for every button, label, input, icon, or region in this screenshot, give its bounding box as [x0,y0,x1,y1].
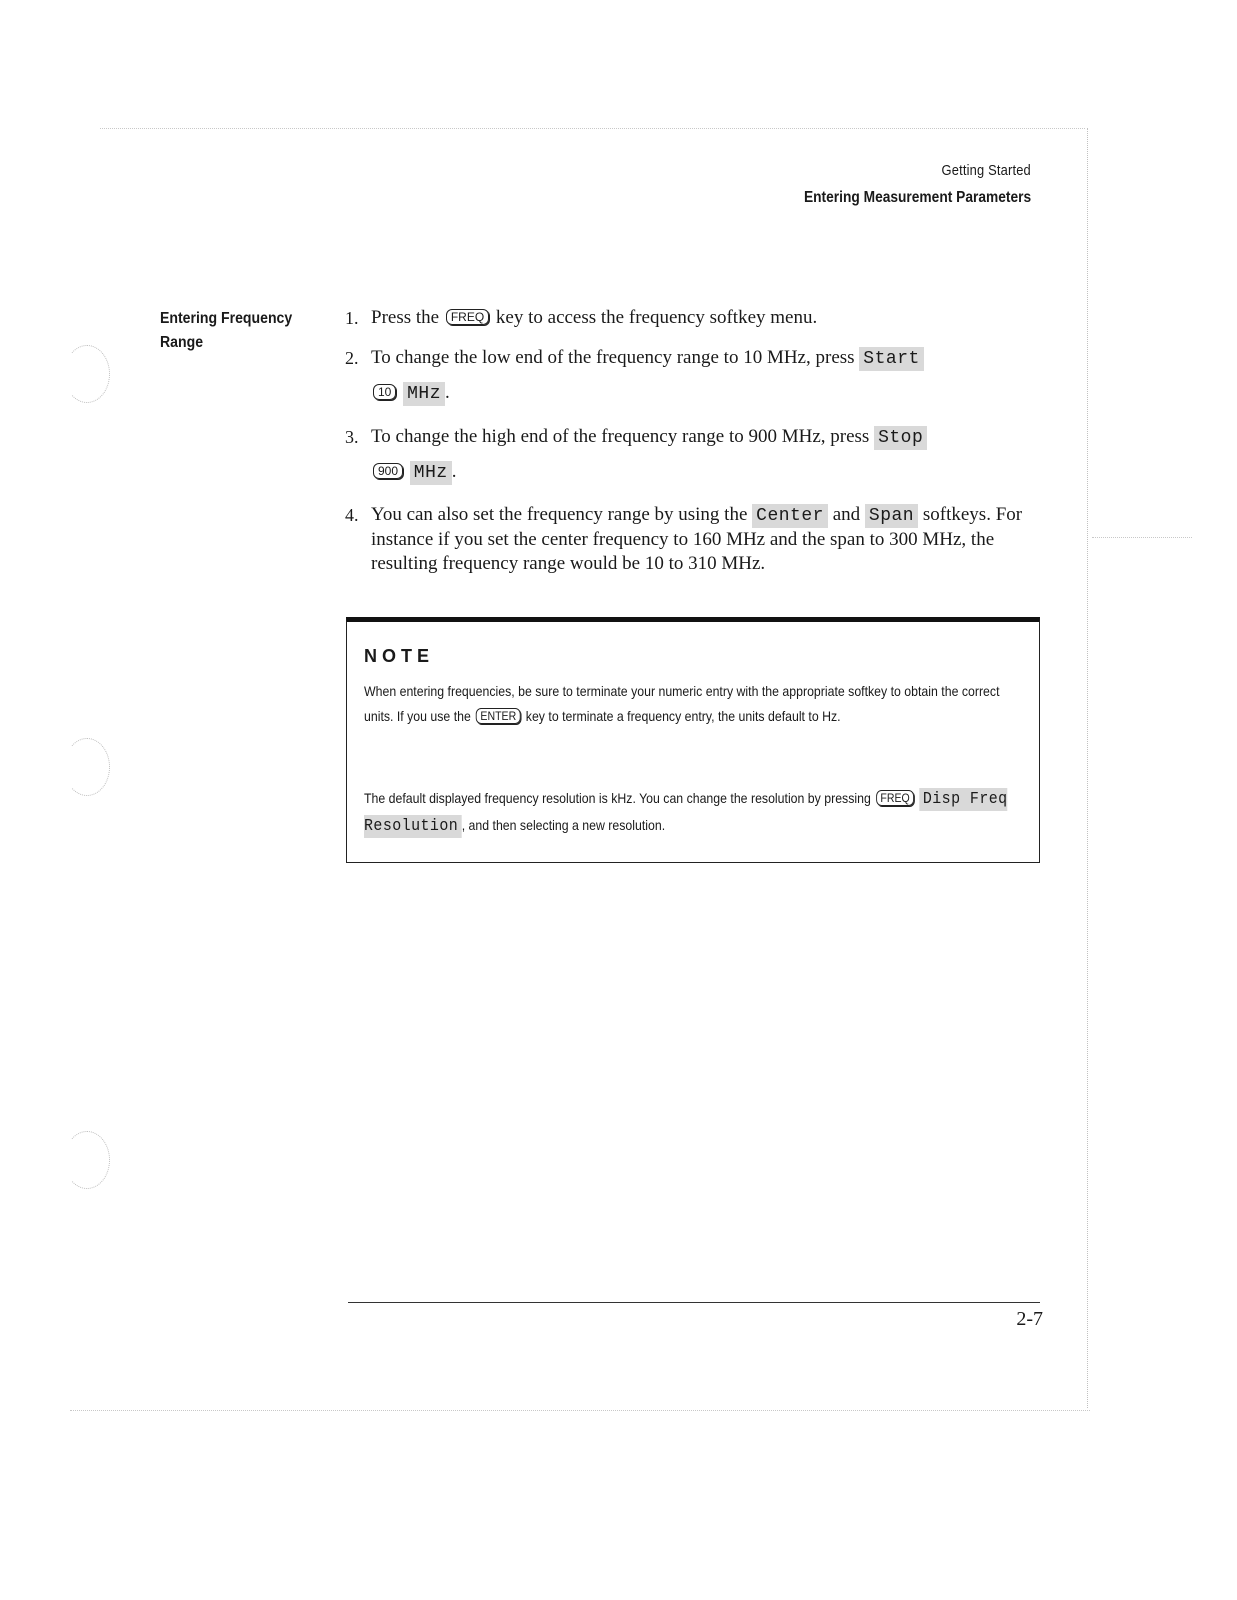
step-text [371,503,1035,576]
start-softkey: Start [859,347,924,371]
step-text [371,425,1035,450]
step-text-part: and [832,504,861,525]
step-2 [345,346,1035,406]
step-text-part: key to access the frequency softkey menu. [495,307,818,328]
section-title: Entering Measurement Parameters [803,189,1031,206]
enter-hardkey: ENTER [476,708,521,724]
note-text: , and then selecting a new resolution. [461,816,666,833]
scan-edge-right [1087,128,1088,1408]
nine-hundred-hardkey: 900 [373,463,403,479]
binder-hole [64,345,110,403]
scan-mark-right [1092,537,1192,538]
binder-hole [64,738,110,796]
step-number: 2. [345,348,359,368]
page-number: 2-7 [1016,1308,1043,1330]
step-text [371,306,1035,330]
note-text: The default displayed frequency resolution is kHz. You can change the resolution by pressing [364,790,871,806]
note-title: NOTE [364,646,435,666]
step-number: 4. [345,505,359,525]
scan-edge-bottom [70,1410,1090,1411]
center-softkey: Center [752,504,828,528]
scan-edge-top [100,128,1085,129]
mhz-softkey: MHz [403,382,445,406]
stop-softkey: Stop [874,426,927,450]
step-text-part: You can also set the frequency range by using the [371,504,748,525]
step-text-part: To change the high end of the frequency range to 900 MHz, press [371,426,870,447]
step-1 [345,306,1035,330]
step-keys [371,381,1035,406]
binder-hole [64,1131,110,1189]
footer-rule [348,1302,1040,1303]
ten-hardkey: 10 [373,384,396,400]
step-punct: . [451,461,457,482]
note-paragraph-2 [364,786,1024,839]
step-3 [345,425,1035,485]
step-text-part: softkeys. For instance if you set the center frequency to 160 MHz and the span to 300 MHz, the resulting frequency range would be 10 to 310 MHz. [371,504,1023,574]
step-number: 1. [345,308,359,328]
note-text: When entering frequencies, be sure to terminate your numeric entry with the appropriate softkey to obtain the correct units. If you use the [364,683,1000,724]
topic-heading: Entering Frequency Range [160,310,293,351]
step-punct: . [445,382,450,403]
step-text [371,346,1035,371]
mhz-softkey: MHz [410,461,452,485]
step-4 [345,503,1035,576]
note-box [346,617,1040,863]
step-text-part: Press the [371,307,440,328]
note-text: key to terminate a frequency entry, the units default to Hz. [525,707,841,724]
chapter-title: Getting Started [941,162,1031,179]
step-keys [371,460,1035,485]
span-softkey: Span [865,504,918,528]
freq-hardkey: FREQ [876,790,914,806]
note-paragraph-1 [364,679,1024,728]
disp-freq-resolution-softkey: Disp Freq Resolution [364,790,1008,836]
freq-hardkey: FREQ [446,309,489,325]
step-text-part: To change the low end of the frequency range to 10 MHz, press [371,347,855,368]
step-number: 3. [345,427,359,447]
